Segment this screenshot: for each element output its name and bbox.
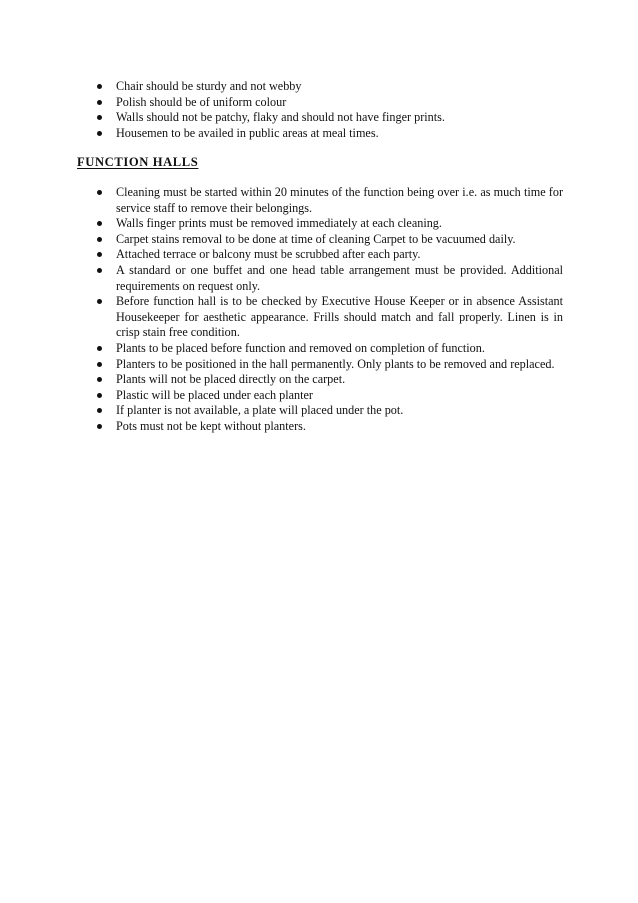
list-item-text: Attached terrace or balcony must be scrubbed after each party. xyxy=(116,247,421,262)
list-item-text: Plastic will be placed under each planter xyxy=(116,387,313,402)
list-item xyxy=(93,357,563,373)
list-item-text: Chair should be sturdy and not webby xyxy=(116,79,302,93)
list-item xyxy=(93,126,563,142)
bullet-icon xyxy=(97,362,102,367)
bullet-icon xyxy=(97,424,102,429)
bullet-icon xyxy=(97,408,102,413)
list-item-text: Carpet stains removal to be done at time of cleaning Carpet to be vacuumed daily. xyxy=(116,231,516,246)
list-item xyxy=(93,110,563,126)
list-item xyxy=(93,341,563,357)
bullet-icon xyxy=(97,221,102,226)
list-item xyxy=(93,247,563,263)
list-item xyxy=(93,372,563,388)
list-item-text: Polish should be of uniform colour xyxy=(116,94,287,109)
general-bullet-list xyxy=(93,79,563,141)
list-item-text: Pots must not be kept without planters. xyxy=(116,418,306,433)
list-item-text: Planters to be positioned in the hall permanently. Only plants to be removed and replaced. xyxy=(116,356,555,371)
bullet-icon xyxy=(97,252,102,257)
bullet-icon xyxy=(97,299,102,304)
list-item-text: A standard or one buffet and one head table arrangement must be provided. Additional requirements on request only. xyxy=(116,262,563,293)
bullet-icon xyxy=(97,115,102,120)
bullet-icon xyxy=(97,377,102,382)
list-item-text: Cleaning must be started within 20 minutes of the function being over i.e. as much time for service staff to remove their belongings. xyxy=(116,185,563,215)
bullet-icon xyxy=(97,268,102,273)
function-halls-bullet-list xyxy=(93,185,563,435)
section-heading: FUNCTION HALLS xyxy=(77,155,199,169)
list-item-text: Walls finger prints must be removed immediately at each cleaning. xyxy=(116,216,442,231)
bullet-icon xyxy=(97,237,102,242)
list-item-text: Housemen to be availed in public areas at meal times. xyxy=(116,125,379,140)
bullet-icon xyxy=(97,393,102,398)
list-item xyxy=(93,263,563,294)
list-item-text: Walls should not be patchy, flaky and should not have finger prints. xyxy=(116,110,445,125)
list-item-text: Plants to be placed before function and removed on completion of function. xyxy=(116,340,485,355)
bullet-icon xyxy=(97,190,102,195)
list-item-text: Before function hall is to be checked by Executive House Keeper or in absence Assistant Housekeeper for aesthetic appearance. Frills should match and fall properly. Linen is in crisp stain free condition. xyxy=(116,294,563,340)
list-item xyxy=(93,294,563,341)
list-item xyxy=(93,388,563,404)
list-item xyxy=(93,419,563,435)
list-item xyxy=(93,216,563,232)
bullet-icon xyxy=(97,84,102,89)
list-item xyxy=(93,185,563,216)
bullet-icon xyxy=(97,346,102,351)
list-item xyxy=(93,79,563,95)
bullet-icon xyxy=(97,131,102,136)
list-item-text: If planter is not available, a plate will placed under the pot. xyxy=(116,403,404,418)
bullet-icon xyxy=(97,100,102,105)
list-item xyxy=(93,95,563,111)
list-item xyxy=(93,232,563,248)
list-item-text: Plants will not be placed directly on the carpet. xyxy=(116,372,346,387)
list-item xyxy=(93,403,563,419)
